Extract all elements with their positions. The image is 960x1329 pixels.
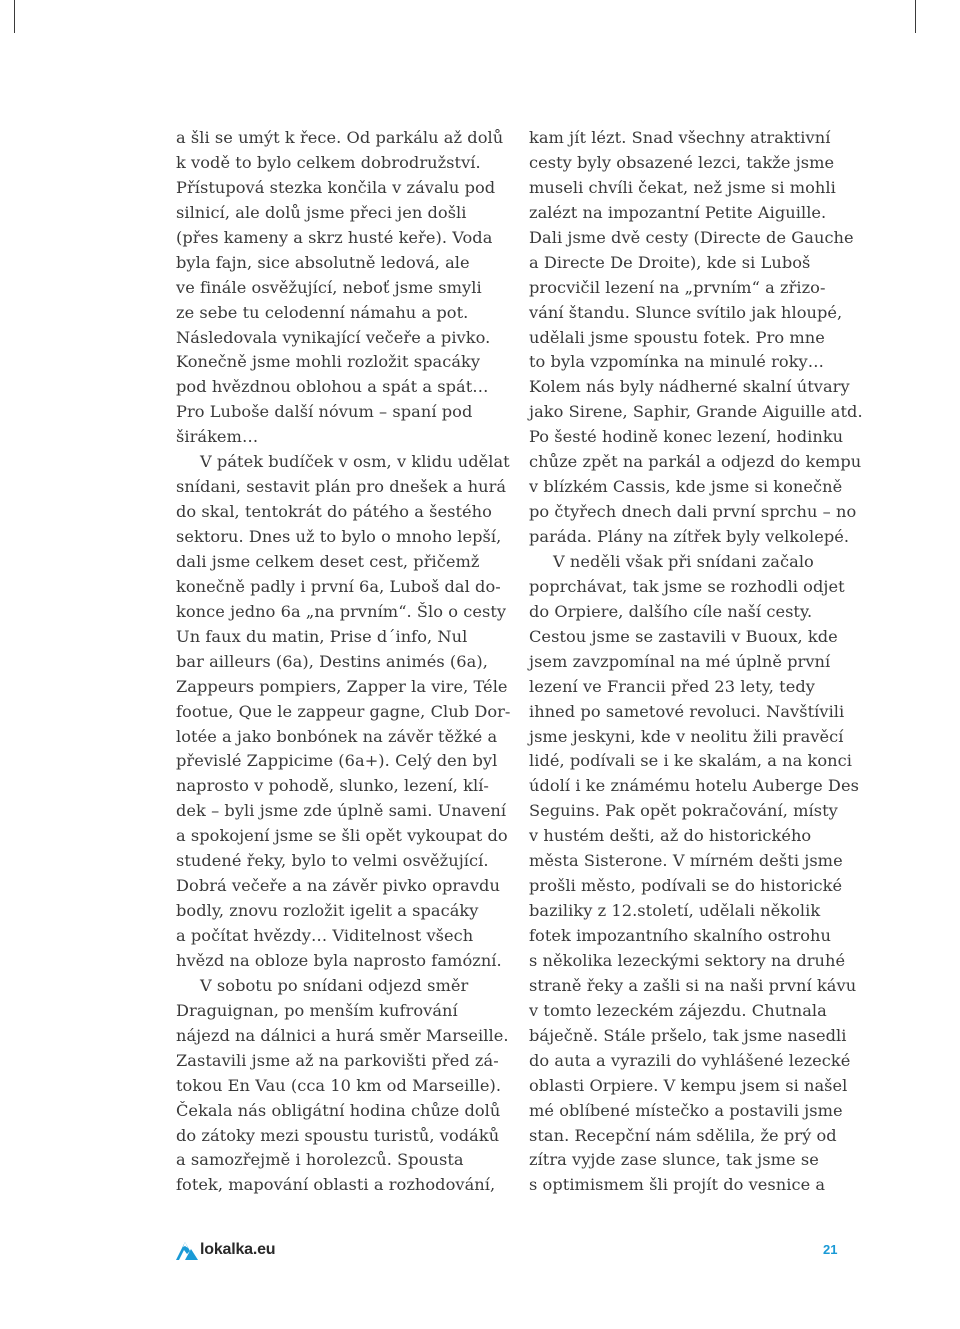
text-line: po čtyřech dnech dali první sprchu – no <box>529 502 857 522</box>
text-line: konce jedno 6a „na prvním“. Šlo o cesty <box>176 601 507 621</box>
text-line: a spokojení jsme se šli opět vykoupat do <box>176 826 508 846</box>
right-column <box>529 126 863 1198</box>
paragraph-start-line: V neděli však při snídani začalo <box>553 551 814 571</box>
text-line: k vodě to bylo celkem dobrodružství. <box>176 152 481 172</box>
text-line: do skal, tentokrát do pátého a šestého <box>176 502 492 522</box>
text-line: převislé Zappicime (6a+). Celý den byl <box>176 751 498 771</box>
crop-mark-right <box>915 0 916 33</box>
text-line: lezení ve Francii před 23 lety, tedy <box>529 676 815 696</box>
text-line: konečně padly i první 6a, Luboš dal do- <box>176 576 501 596</box>
text-line: širákem… <box>176 427 259 447</box>
text-line: baziliky z 12.století, udělali několik <box>529 901 821 921</box>
text-line: v hustém dešti, až do historického <box>529 826 812 846</box>
text-line: snídani, sestavit plán pro dnešek a hurá <box>176 477 507 497</box>
text-line: museli chvíli čekat, než jsme si mohli <box>529 177 836 197</box>
text-line: Následovala vynikající večeře a pivko. <box>176 327 491 347</box>
paragraph-start-line: V sobotu po snídani odjezd směr <box>200 975 469 995</box>
text-line: lidé, podívali se i ke skalám, a na konci <box>529 751 852 771</box>
text-line: naprosto v pohodě, slunko, lezení, klí- <box>176 776 489 796</box>
text-line: cesty byly obsazené lezci, takže jsme <box>529 152 835 172</box>
text-line: s několika lezeckými sektory na druhé <box>529 950 846 970</box>
text-line: oblasti Orpiere. V kempu jsem si našel <box>529 1075 848 1095</box>
text-line: silnicí, ale dolů jsme přeci jen došli <box>176 202 467 222</box>
text-line: jsem zavzpomínal na mé úplně první <box>529 651 831 671</box>
text-line: to byla vzpomínka na minulé roky… <box>529 352 824 372</box>
left-column <box>176 126 511 1198</box>
text-line: Konečně jsme mohli rozložit spacáky <box>176 352 481 372</box>
text-line: údolí i ke známému hotelu Auberge Des <box>529 776 859 796</box>
text-line: paráda. Plány na zítřek byly velkolepé. <box>529 527 850 546</box>
text-line: studené řeky, bylo to velmi osvěžující. <box>176 851 489 871</box>
logo-text: lokalka.eu <box>200 1241 276 1258</box>
text-line: Přístupová stezka končila v závalu pod <box>176 177 496 197</box>
text-line: prošli město, podívali se do historické <box>529 876 843 896</box>
text-line: Seguins. Pak opět pokračování, místy <box>529 801 838 821</box>
text-line: kam jít lézt. Snad všechny atraktivní <box>529 128 831 147</box>
text-line: vání štandu. Slunce svítilo jak hloupé, <box>529 302 843 322</box>
text-line: v blízkém Cassis, kde jsme si konečně <box>529 477 843 497</box>
text-line: města Sisterone. V mírném dešti jsme <box>529 851 843 871</box>
text-line: Dali jsme dvě cesty (Directe de Gauche <box>529 227 854 247</box>
text-line: stan. Recepční nám sdělila, že prý od <box>529 1125 837 1145</box>
text-line: ihned po sametové revoluci. Navštívili <box>529 701 845 721</box>
text-line: pod hvězdnou oblohou a spát a spát… <box>176 377 489 397</box>
text-line: Čekala nás obligátní hodina chůze dolů <box>176 1100 501 1120</box>
text-line: dali jsme celkem deset cest, přičemž <box>176 551 480 571</box>
text-line: straně řeky a zašli si na naši první kávu <box>529 975 857 995</box>
text-line: byla fajn, sice absolutně ledová, ale <box>176 252 470 272</box>
text-line: do Orpiere, dalšího cíle naší cesty. <box>529 601 813 621</box>
text-line: ve finále osvěžující, neboť jsme smyli <box>176 277 482 297</box>
text-line: báječně. Stále pršelo, tak jsme nasedli <box>529 1025 847 1045</box>
text-line: jako Sirene, Saphir, Grande Aiguille atd. <box>529 402 863 422</box>
text-line: bodly, znovu rozložit igelit a spacáky <box>176 901 479 921</box>
text-line: nájezd na dálnici a hurá směr Marseille. <box>176 1025 509 1045</box>
text-line: Kolem nás byly nádherné skalní útvary <box>529 377 850 397</box>
text-line: a Directe De Droite), kde si Luboš <box>529 252 811 272</box>
site-logo[interactable] <box>176 1240 275 1260</box>
paragraph-start-line: V pátek budíček v osm, v klidu udělat <box>200 452 510 472</box>
text-line: Pro Luboše další nóvum – spaní pod <box>176 402 473 422</box>
text-line: dek – byli jsme zde úplně sami. Unavení <box>176 801 507 821</box>
text-line: sektoru. Dnes už to bylo o mnoho lepší, <box>176 527 502 546</box>
text-line: hvězd na obloze byla naprosto famózní. <box>176 950 502 970</box>
text-line: lotée a jako bonbónek na závěr těžké a <box>176 726 498 746</box>
text-line: chůze zpět na parkál a odjezd do kempu <box>529 452 862 472</box>
text-line: zítra vyjde zase slunce, tak jsme se <box>529 1150 819 1170</box>
text-line: do auta a vyrazili do vyhlášené lezecké <box>529 1050 851 1070</box>
text-line: Zastavili jsme až na parkovišti před zá- <box>176 1050 499 1070</box>
text-line: a počítat hvězdy… Viditelnost všech <box>176 926 474 945</box>
text-line: footue, Que le zappeur gagne, Club Dor- <box>176 701 511 721</box>
text-line: zalézt na impozantní Petite Aiguille. <box>529 202 827 222</box>
text-line: do zátoky mezi spoustu turistů, vodáků <box>176 1125 500 1145</box>
page-number: 21 <box>823 1242 838 1257</box>
text-line: Draguignan, po menším kufrování <box>176 1000 458 1020</box>
text-line: mé oblíbené místečko a postavili jsme <box>529 1100 843 1120</box>
text-line: s optimismem šli projít do vesnice a <box>529 1175 826 1195</box>
text-line: Un faux du matin, Prise d´info, Nul <box>176 626 468 646</box>
text-line: poprchávat, tak jsme se rozhodli odjet <box>529 576 845 596</box>
text-line: jsme jeskyni, kde v neolitu žili pravěcí <box>529 726 844 746</box>
mountain-icon <box>176 1240 198 1260</box>
text-line: udělali jsme spoustu fotek. Pro mne <box>529 327 825 347</box>
text-line: bar ailleurs (6a), Destins animés (6a), <box>176 651 488 671</box>
crop-mark-left <box>14 0 15 33</box>
text-line: procvičil lezení na „prvním“ a zřizo- <box>529 277 826 297</box>
text-line: (přes kameny a skrz husté keře). Voda <box>176 227 493 247</box>
text-line: tokou En Vau (cca 10 km od Marseille). <box>176 1075 502 1095</box>
text-line: Zappeurs pompiers, Zapper la vire, Téle <box>176 676 508 696</box>
text-line: ze sebe tu celodenní námahu a pot. <box>176 302 469 322</box>
text-line: Dobrá večeře a na závěr pivko opravdu <box>176 876 500 896</box>
text-line: v tomto lezeckém zájezdu. Chutnala <box>529 1000 827 1020</box>
text-line: a šli se umýt k řece. Od parkálu až dolů <box>176 128 504 147</box>
text-line: Po šesté hodině konec lezení, hodinku <box>529 427 844 447</box>
text-line: fotek, mapování oblasti a rozhodování, <box>176 1175 496 1195</box>
text-line: a samozřejmě i horolezců. Spousta <box>176 1150 464 1170</box>
text-line: Cestou jsme se zastavili v Buoux, kde <box>529 626 838 646</box>
text-line: fotek impozantního skalního ostrohu <box>529 926 831 945</box>
